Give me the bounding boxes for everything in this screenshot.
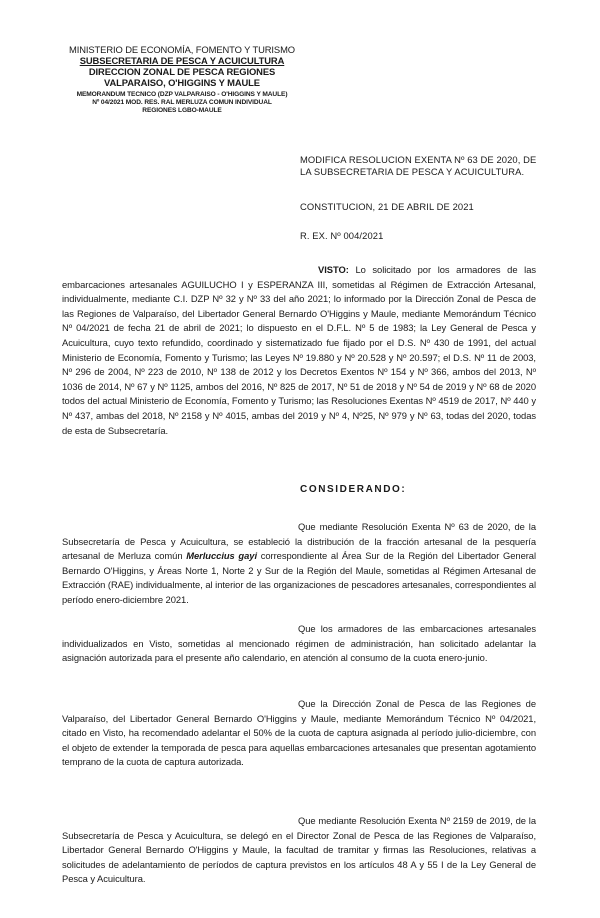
considerando-paragraph-3: Que la Dirección Zonal de Pesca de las Regiones de Valparaíso, del Libertador General Bernardo O'Higgins y Maule, mediante Memorándum Técnico Nº 04/2021, citado en Visto, ha recomendado adelantar el 50% de la cuota de captura asignada al período julio-diciembre, con el objeto de extender la temporada de pesca para aquellas embarcaciones artesanales que presentan agotamiento temprano de la cuota de captura autorizada.: [62, 698, 536, 768]
header-memo: MEMORANDUM TECNICO (DZP VALPARAISO - O'HIGGINS Y MAULE): [76, 91, 288, 98]
letterhead: [62, 44, 302, 115]
header-direccion-zonal: DIRECCION ZONAL DE PESCA REGIONES: [88, 66, 276, 77]
resolution-reference: MODIFICA RESOLUCION EXENTA Nº 63 DE 2020, DE LA SUBSECRETARIA DE PESCA Y ACUICULTURA.: [300, 154, 537, 177]
considerando-paragraph-1: [62, 520, 536, 608]
considerando-1-text-b: correspondiente al Área Sur de la Región del Libertador General Bernardo O'Higgins, y Áreas Norte 1, Norte 2 y Sur de la Región del Maule, sometidas al Régimen Artesanal de Extracción (RAE) individualmente, al interior de las organizaciones de pescadores artesanales, correspondientes al período enero-diciembre 2021.: [62, 550, 536, 605]
header-regions: VALPARAISO, O'HIGGINS Y MAULE: [104, 77, 260, 88]
considerando-heading: CONSIDERANDO:: [300, 484, 407, 495]
visto-paragraph: [62, 263, 536, 438]
header-ministry: MINISTERIO DE ECONOMÍA, FOMENTO Y TURISMO: [69, 44, 295, 55]
visto-keyword: VISTO:: [318, 264, 349, 275]
species-name: Merluccius gayi: [186, 550, 257, 562]
considerando-paragraph-4: Que mediante Resolución Exenta Nº 2159 de 2019, de la Subsecretaría de Pesca y Acuicultura, se delegó en el Director Zonal de Pesca de las Regiones de Valparaíso, Libertador General Bernardo O'Higgins y Maule, la facultad de tramitar y firmas las Resoluciones, relativas a solicitudes de adelantamiento de períodos de captura previstos en los artículos 48 A y 55 I de la Ley General de Pesca y Acuicultura.: [62, 815, 536, 885]
header-subsecretaria: SUBSECRETARIA DE PESCA Y ACUICULTURA: [79, 55, 285, 66]
visto-text: Lo solicitado por los armadores de las embarcaciones artesanales AGUILUCHO I y ESPERANZA III, sometidas al Régimen de Extracción Artesanal, individualmente, mediante C.I. DZP Nº 32 y Nº 33 del año 2021; lo informado por la Dirección Zonal de Pesca de las Regiones de Valparaíso, del Libertador General Bernardo O'Higgins y Maule, mediante Memorándum Técnico Nº 04/2021 de fecha 21 de abril de 2021; lo dispuesto en el D.F.L. Nº 5 de 1983; la Ley General de Pesca y Acuicultura, cuyo texto refundido, coordinado y sistematizado fue fijado por el D.S. Nº 430 de 1991, del actual Ministerio de Economía, Fomento y Turismo; las Leyes Nº 19.880 y Nº 20.528 y Nº 20.597; el D.S. Nº 11 de 2003, Nº 296 de 2004, Nº 223 de 2010, Nº 138 de 2012 y los Decretos Exentos Nº 154 y Nº 366, ambos del 2013, Nº 1036 de 2014, Nº 67 y Nº 1125, ambos del 2016, Nº 825 de 2017, Nº 51 de 2018 y Nº 54 de 2019 y Nº 68 de 2020 todos del actual Ministerio de Economía, Fomento y Turismo; las Resoluciones Exentas Nº 4519 de 2017, Nº 440 y Nº 437, ambas del 2018, Nº 2158 y Nº 4015, ambas del 2019 y Nº 4, Nº25, Nº 979 y Nº 63, todas del 2020, todas de esta de Subsecretaría.: [62, 264, 536, 436]
place-date: CONSTITUCION, 21 DE ABRIL DE 2021: [300, 201, 474, 212]
considerando-1-text-a: Que mediante Resolución Exenta Nº 63 de 2020, de la Subsecretaría de Pesca y Acuicultura, se estableció la distribución de la fracción artesanal de la pesquería artesanal de Merluza común: [62, 521, 536, 562]
header-memo-regions: REGIONES LGBO-MAULE: [142, 107, 222, 114]
considerando-paragraph-2: Que los armadores de las embarcaciones artesanales individualizados en Visto, sometidas al mencionado régimen de administración, han solicitado adelantar la asignación autorizada para el presente año calendario, en atención al consumo de la cuota enero-junio.: [62, 623, 536, 664]
resolution-number: R. EX. Nº 004/2021: [300, 230, 384, 241]
header-memo-ref: Nº 04/2021 MOD. RES. RAL MERLUZA COMUN INDIVIDUAL: [92, 99, 272, 106]
